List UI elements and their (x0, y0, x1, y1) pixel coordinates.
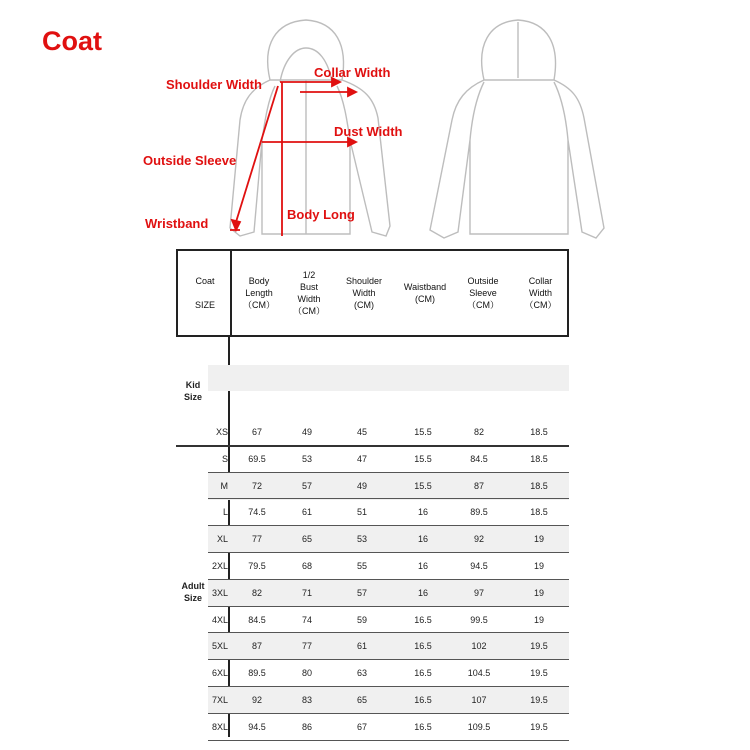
value-cell: 102 (471, 641, 487, 652)
header-text: Outside (467, 276, 499, 286)
table-row (208, 607, 569, 634)
body-long-label: Body Long (287, 207, 355, 222)
size-cell: M (220, 480, 228, 491)
header-collar-width (512, 251, 569, 335)
header-outside-sleeve (454, 251, 512, 335)
table-row (208, 473, 569, 500)
header-divider (230, 251, 232, 335)
header-text: （CM） (243, 300, 275, 310)
value-cell: 19.5 (530, 668, 548, 679)
table-row (208, 526, 569, 553)
size-cell: 6XL (211, 668, 228, 679)
header-text: Collar (528, 276, 553, 286)
header-text: Sleeve (469, 288, 497, 298)
value-cell: 57 (301, 480, 312, 491)
value-cell: 47 (356, 453, 367, 464)
value-cell: 82 (473, 427, 484, 437)
value-cell: 49 (301, 427, 312, 437)
value-cell: 53 (356, 534, 367, 545)
value-cell: 104.5 (467, 668, 491, 679)
group-text: Kid (185, 380, 201, 390)
value-cell: 89.5 (470, 507, 488, 518)
row-divider (208, 740, 569, 741)
header-text: Length (245, 288, 273, 298)
value-cell: 74 (301, 614, 312, 625)
size-cell: 7XL (211, 695, 228, 705)
value-cell: 92 (251, 695, 262, 705)
size-cell: XL (216, 534, 228, 545)
value-cell: 16 (417, 507, 428, 518)
header-size: SIZE (194, 300, 215, 310)
value-cell: 53 (301, 453, 312, 464)
value-cell: 67 (356, 721, 367, 732)
group-text: Size (183, 392, 202, 402)
header-text: （CM） (293, 306, 325, 316)
header-text: Width (352, 288, 376, 298)
value-cell: 97 (473, 587, 484, 598)
header-body-length (234, 251, 284, 335)
header-text: Waistband (403, 282, 447, 292)
value-cell: 16.5 (414, 695, 432, 705)
header-text: Width (528, 288, 552, 298)
value-cell: 87 (251, 641, 262, 652)
value-cell: 19 (533, 534, 544, 545)
value-cell: 59 (356, 614, 367, 625)
size-cell: 2XL (211, 561, 228, 571)
value-cell: 69.5 (248, 453, 266, 464)
value-cell: 15.5 (414, 427, 432, 437)
shoulder-width-label: Shoulder Width (166, 77, 262, 92)
value-cell: 83 (301, 695, 312, 705)
back-body (430, 80, 604, 238)
size-cell: 3XL (211, 587, 228, 598)
collar-width-label: Collar Width (314, 65, 391, 80)
table-row (208, 714, 569, 741)
table-row (208, 687, 569, 714)
value-cell: 107 (471, 695, 487, 705)
table-row (208, 553, 569, 580)
value-cell: 65 (356, 695, 367, 705)
size-cell: S (221, 453, 228, 464)
header-text: （CM） (524, 300, 557, 310)
header-shoulder-width (334, 251, 394, 335)
header-text: (CM) (354, 300, 374, 310)
header-half-bust-width (284, 251, 334, 335)
header-waistband (394, 251, 456, 335)
value-cell: 16.5 (414, 614, 432, 625)
value-cell: 16 (417, 587, 428, 598)
value-cell: 92 (473, 534, 484, 545)
value-cell: 15.5 (414, 480, 432, 491)
value-cell: 18.5 (530, 507, 548, 518)
size-cell: XS (215, 427, 228, 437)
adult-size-group (176, 580, 210, 604)
value-cell: 18.5 (530, 427, 548, 437)
size-cell: 8XL (211, 721, 228, 732)
value-cell: 99.5 (470, 614, 488, 625)
value-cell: 80 (301, 668, 312, 679)
outside-sleeve-label: Outside Sleeve (143, 153, 237, 168)
value-cell: 86 (301, 721, 312, 732)
value-cell: 19 (533, 587, 544, 598)
value-cell: 18.5 (530, 480, 548, 491)
page-title: Coat (42, 26, 102, 56)
header-text: Body (248, 276, 270, 286)
value-cell: 19 (533, 614, 544, 625)
value-cell: 67 (251, 427, 262, 437)
size-cell: 5XL (211, 641, 228, 652)
header-text: Bust (299, 282, 318, 292)
value-cell: 72 (251, 480, 262, 491)
value-cell: 61 (356, 641, 367, 652)
value-cell: 19.5 (530, 695, 548, 705)
table-row (208, 633, 569, 660)
header-text: Shoulder (345, 276, 383, 286)
value-cell: 79.5 (248, 561, 266, 571)
table-row (208, 580, 569, 607)
dust-width-label: Dust Width (334, 124, 403, 139)
value-cell: 71 (301, 587, 312, 598)
value-cell: 55 (356, 561, 367, 571)
value-cell: 19 (533, 561, 544, 571)
value-cell: 51 (356, 507, 367, 518)
value-cell: 19.5 (530, 721, 548, 732)
group-text: Adult (181, 581, 205, 591)
value-cell: 68 (301, 561, 312, 571)
size-cell: L (222, 507, 228, 518)
header-coat-size (178, 251, 232, 335)
header-text: 1/2 (302, 270, 316, 280)
table-row (208, 419, 569, 446)
value-cell: 61 (301, 507, 312, 518)
value-cell: 74.5 (248, 507, 266, 518)
value-cell: 16.5 (414, 721, 432, 732)
header-text: (CM) (415, 294, 435, 304)
value-cell: 109.5 (467, 721, 491, 732)
size-table (176, 249, 569, 737)
value-cell: 45 (356, 427, 367, 437)
table-header (176, 249, 569, 337)
value-cell: 16 (417, 561, 428, 571)
table-row (208, 660, 569, 687)
value-cell: 82 (251, 587, 262, 598)
table-row (208, 446, 569, 473)
value-cell: 77 (301, 641, 312, 652)
value-cell: 19.5 (530, 641, 548, 652)
kid-empty-row (208, 365, 569, 391)
value-cell: 57 (356, 587, 367, 598)
value-cell: 94.5 (470, 561, 488, 571)
value-cell: 63 (356, 668, 367, 679)
value-cell: 94.5 (248, 721, 266, 732)
value-cell: 84.5 (470, 453, 488, 464)
header-coat: Coat (195, 276, 215, 286)
value-cell: 84.5 (248, 614, 266, 625)
kid-size-group (176, 379, 210, 403)
value-cell: 77 (251, 534, 262, 545)
header-text: （CM） (467, 300, 499, 310)
header-text: Width (297, 294, 321, 304)
value-cell: 65 (301, 534, 312, 545)
size-cell: 4XL (211, 614, 228, 625)
value-cell: 89.5 (248, 668, 266, 679)
group-text: Size (183, 593, 202, 603)
value-cell: 18.5 (530, 453, 548, 464)
value-cell: 87 (473, 480, 484, 491)
value-cell: 49 (356, 480, 367, 491)
value-cell: 16.5 (414, 668, 432, 679)
wristband-label: Wristband (145, 216, 209, 231)
value-cell: 16.5 (414, 641, 432, 652)
table-row (208, 499, 569, 526)
value-cell: 15.5 (414, 453, 432, 464)
value-cell: 16 (417, 534, 428, 545)
